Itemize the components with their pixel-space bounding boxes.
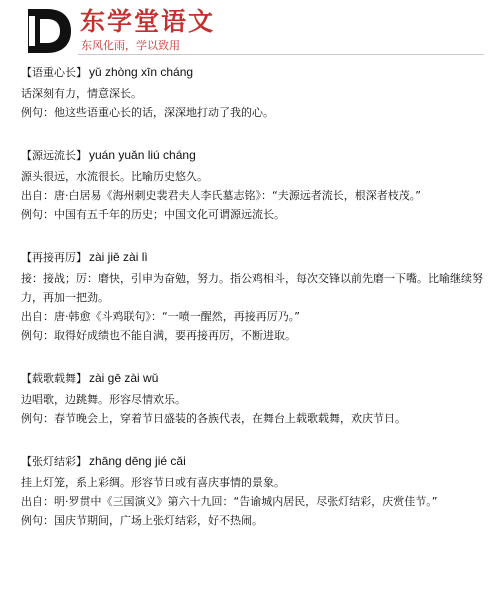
idiom-entry (21, 145, 483, 224)
idiom-list (21, 62, 483, 553)
idiom-entry (21, 247, 483, 345)
idiom-source: 出自：唐·白居易《海州刺史裴君夫人李氏墓志铭》：“夫源远者流长，根深者枝茂。” (21, 189, 421, 202)
idiom-source: 出自：明·罗贯中《三国演义》第六十九回：“告谕城内居民，尽张灯结彩，庆赏佳节。” (21, 495, 438, 508)
brand-logo-icon (23, 6, 73, 56)
page-header (0, 0, 493, 60)
idiom-pinyin: yuán yuǎn liú cháng (89, 148, 196, 162)
idiom-entry (21, 62, 483, 122)
idiom-heading (21, 451, 483, 472)
idiom-definition: 挂上灯笼，系上彩绸。形容节日或有喜庆事情的景象。 (21, 476, 285, 489)
idiom-example: 例句：中国有五千年的历史；中国文化可谓源远流长。 (21, 208, 285, 221)
idiom-example: 例句：他这些语重心长的话，深深地打动了我的心。 (21, 106, 274, 119)
idiom-entry (21, 368, 483, 428)
idiom-definition: 话深刻有力，情意深长。 (21, 87, 142, 100)
idiom-entry (21, 451, 483, 530)
idiom-heading (21, 62, 483, 83)
idiom-heading (21, 247, 483, 268)
idiom-definition: 边唱歌，边跳舞。形容尽情欢乐。 (21, 393, 186, 406)
idiom-heading (21, 368, 483, 389)
idiom-example: 例句：取得好成绩也不能自满，要再接再厉，不断进取。 (21, 329, 296, 342)
idiom-pinyin: yǔ zhòng xīn cháng (89, 65, 194, 79)
idiom-title: 【再接再厉】 (21, 251, 87, 264)
idiom-pinyin: zài jiē zài lì (89, 250, 148, 264)
idiom-heading (21, 145, 483, 166)
brand-slogan: 东风化雨，学以致用 (81, 39, 180, 52)
idiom-pinyin: zài gē zài wǔ (89, 371, 159, 385)
idiom-example: 例句：国庆节期间，广场上张灯结彩，好不热闹。 (21, 514, 263, 527)
idiom-pinyin: zhāng dēng jié cǎi (89, 454, 186, 468)
idiom-definition: 接：接战；厉：磨快，引申为奋勉，努力。指公鸡相斗，每次交锋以前先磨一下嘴。比喻继续努力，再加一把劲。 (21, 272, 483, 304)
idiom-title: 【张灯结彩】 (21, 455, 87, 468)
idiom-title: 【语重心长】 (21, 66, 87, 79)
idiom-title: 【源远流长】 (21, 149, 87, 162)
idiom-definition: 源头很远，水流很长。比喻历史悠久。 (21, 170, 208, 183)
idiom-example: 例句：春节晚会上，穿着节日盛装的各族代表，在舞台上载歌载舞，欢庆节日。 (21, 412, 406, 425)
header-divider (78, 54, 484, 55)
idiom-source: 出自：唐·韩愈《斗鸡联句》：“一喷一醒然，再接再厉乃。” (21, 310, 300, 323)
brand-title: 东学堂语文 (80, 7, 216, 36)
idiom-title: 【载歌载舞】 (21, 372, 87, 385)
